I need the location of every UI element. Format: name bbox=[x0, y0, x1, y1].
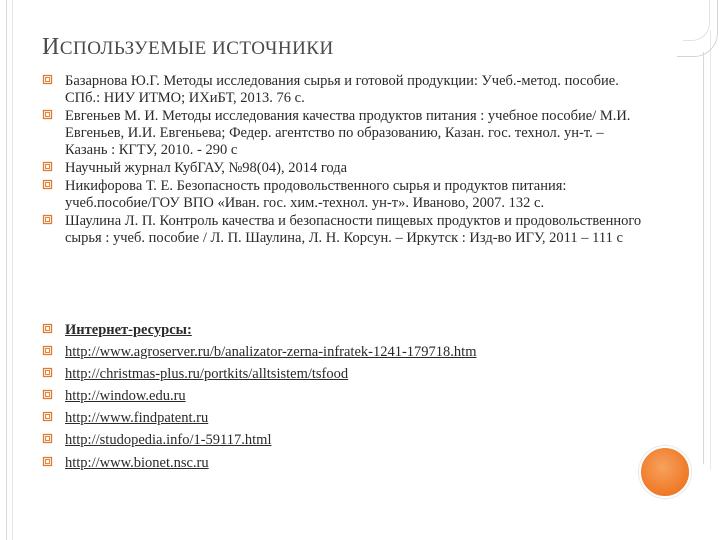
resource-link[interactable]: http://studopedia.info/1-59117.html bbox=[65, 432, 272, 449]
source-text: Шаулина Л. П. Контроль качества и безопасности пищевых продуктов и продовольственного сырья : учеб. пособие / Л. П. Шаулина, Л. Н. Корсун. – Иркутск : Изд-во ИГУ, 2011 – 111 с bbox=[65, 213, 642, 246]
list-item bbox=[42, 366, 642, 384]
resource-link[interactable]: http://window.edu.ru bbox=[65, 388, 186, 405]
source-text: Базарнова Ю.Г. Методы исследования сырья и готовой продукции: Учеб.-метод. пособие. СПб.: НИУ ИТМО; ИХиБТ, 2013. 76 с. bbox=[65, 73, 619, 106]
resource-link[interactable]: http://christmas-plus.ru/portkits/alltsistem/tsfood bbox=[65, 366, 349, 383]
title-first-letter: И bbox=[42, 34, 60, 60]
hollow-square-bullet-icon bbox=[42, 411, 54, 425]
orange-circle-decoration bbox=[639, 446, 691, 498]
list-item bbox=[42, 455, 642, 473]
list-item bbox=[42, 410, 642, 428]
source-text: Никифорова Т. Е. Безопасность продовольственного сырья и продуктов питания: учеб.пособие/ГОУ ВПО «Иван. гос. хим.-технол. ун-т». Иваново, 2007. 132 с. bbox=[65, 178, 567, 211]
hollow-square-bullet-icon bbox=[42, 179, 54, 193]
hollow-square-bullet-icon bbox=[42, 323, 54, 337]
frame-line bbox=[703, 52, 704, 464]
hollow-square-bullet-icon bbox=[42, 109, 54, 123]
resource-link[interactable]: http://www.agroserver.ru/b/analizator-zerna-infratek-1241-179718.htm bbox=[65, 344, 477, 361]
list-item bbox=[42, 322, 642, 340]
list-item bbox=[42, 432, 642, 450]
list-item bbox=[42, 73, 642, 107]
frame-line bbox=[12, 0, 13, 540]
hollow-square-bullet-icon bbox=[42, 214, 54, 228]
hollow-square-bullet-icon bbox=[42, 433, 54, 447]
sources-list bbox=[42, 73, 642, 248]
list-item bbox=[42, 160, 642, 177]
list-item bbox=[42, 108, 642, 159]
internet-resources-heading: Интернет-ресурсы: bbox=[65, 322, 192, 338]
hollow-square-bullet-icon bbox=[42, 74, 54, 88]
internet-resources-list bbox=[42, 322, 642, 477]
hollow-square-bullet-icon bbox=[42, 345, 54, 359]
hollow-square-bullet-icon bbox=[42, 367, 54, 381]
hollow-square-bullet-icon bbox=[42, 389, 54, 403]
title-rest: СПОЛЬЗУЕМЫЕ ИСТОЧНИКИ bbox=[59, 38, 334, 59]
source-text: Научный журнал КубГАУ, №98(04), 2014 года bbox=[65, 160, 348, 176]
hollow-square-bullet-icon bbox=[42, 161, 54, 175]
list-item bbox=[42, 213, 642, 247]
list-item bbox=[42, 178, 642, 212]
list-item bbox=[42, 344, 642, 362]
hollow-square-bullet-icon bbox=[42, 456, 54, 470]
resource-link[interactable]: http://www.findpatent.ru bbox=[65, 410, 209, 427]
slide-title bbox=[42, 34, 334, 61]
source-text: Евгеньев М. И. Методы исследования качества продуктов питания : учебное пособие/ М.И. Евгеньев, И.И. Евгеньева; Федер. агентство по образованию, Казан. гос. технол. ун-т. – Казань : КГТУ, 2010. - 290 с bbox=[65, 108, 631, 158]
frame-line bbox=[710, 30, 711, 470]
frame-line bbox=[6, 0, 7, 540]
resource-link[interactable]: http://www.bionet.nsc.ru bbox=[65, 454, 209, 471]
list-item bbox=[42, 388, 642, 406]
